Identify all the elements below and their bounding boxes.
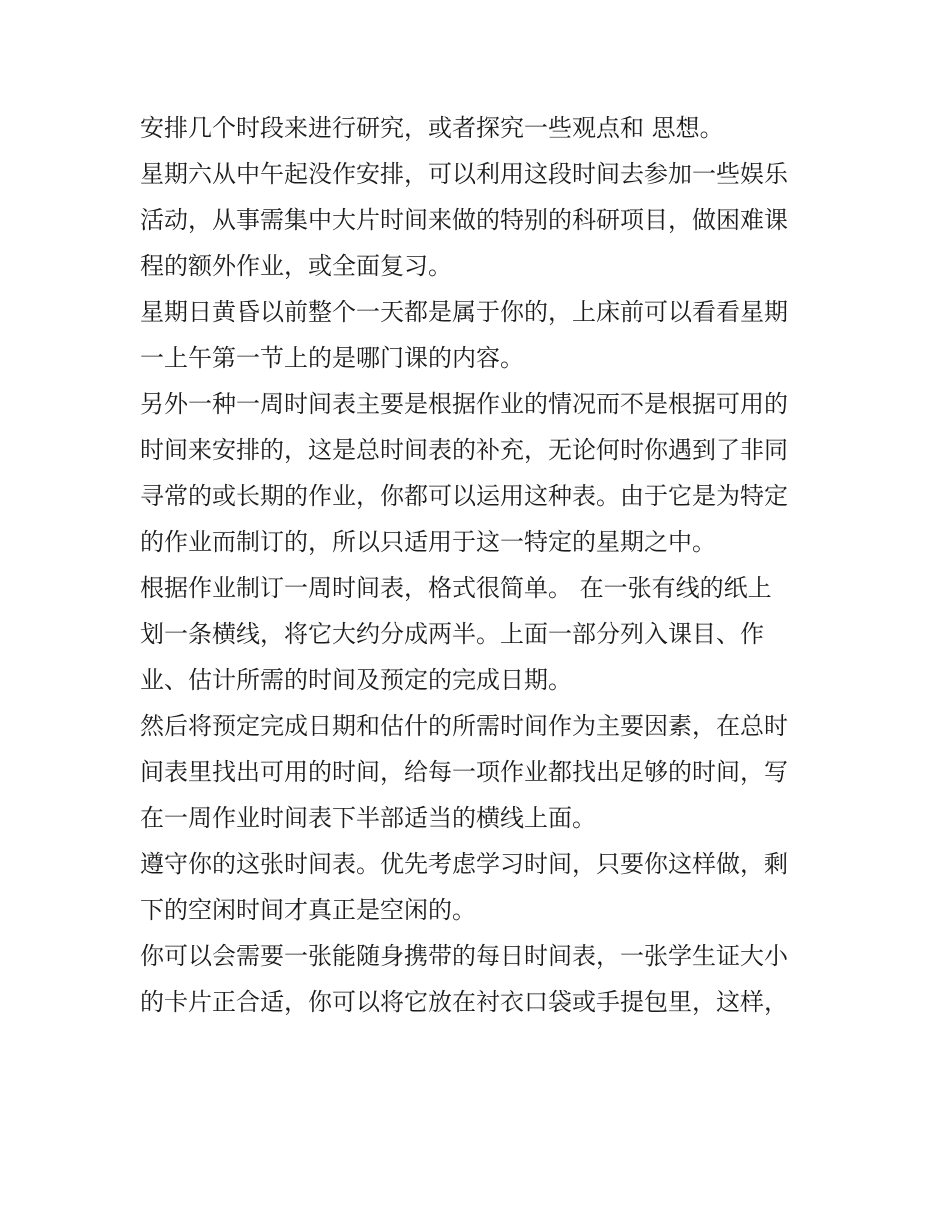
text-line: 星期六从中午起没作安排，可以利用这段时间去参加一些娱乐 [140,160,788,188]
text-line: 在一周作业时间表下半部适当的横线上面。 [140,804,596,832]
text-line: 你可以会需要一张能随身携带的每日时间表，一张学生证大小 [140,942,788,970]
text-line: 安排几个时段来进行研究，或者探究一些观点和 思想。 [140,114,724,142]
text-line: 时间来安排的，这是总时间表的补充，无论何时你遇到了非同 [140,436,788,464]
text-line: 活动，从事需集中大片时间来做的特别的科研项目，做困难课 [140,206,788,234]
text-line: 下的空闲时间才真正是空闲的。 [140,896,476,924]
text-line: 另外一种一周时间表主要是根据作业的情况而不是根据可用的 [140,390,788,418]
text-line: 业、估计所需的时间及预定的完成日期。 [140,666,572,694]
text-line: 然后将预定完成日期和估什的所需时间作为主要因素，在总时 [140,712,788,740]
text-line: 的卡片正合适，你可以将它放在衬衣口袋或手提包里，这样， [140,988,788,1016]
text-line: 遵守你的这张时间表。优先考虑学习时间，只要你这样做，剩 [140,850,788,878]
text-line: 星期日黄昏以前整个一天都是属于你的，上床前可以看看星期 [140,298,788,326]
text-line: 寻常的或长期的作业，你都可以运用这种表。由于它是为特定 [140,482,788,510]
text-line: 根据作业制订一周时间表，格式很简单。 在一张有线的纸上 [140,574,772,602]
text-line: 的作业而制订的，所以只适用于这一特定的星期之中。 [140,528,716,556]
body-text [140,105,820,1025]
text-line: 划一条横线，将它大约分成两半。上面一部分列入课目、作 [140,620,764,648]
text-line: 程的额外作业，或全面复习。 [140,252,452,280]
text-line: 一上午第一节上的是哪门课的内容。 [140,344,524,372]
text-line: 间表里找出可用的时间，给每一项作业都找出足够的时间，写 [140,758,788,786]
